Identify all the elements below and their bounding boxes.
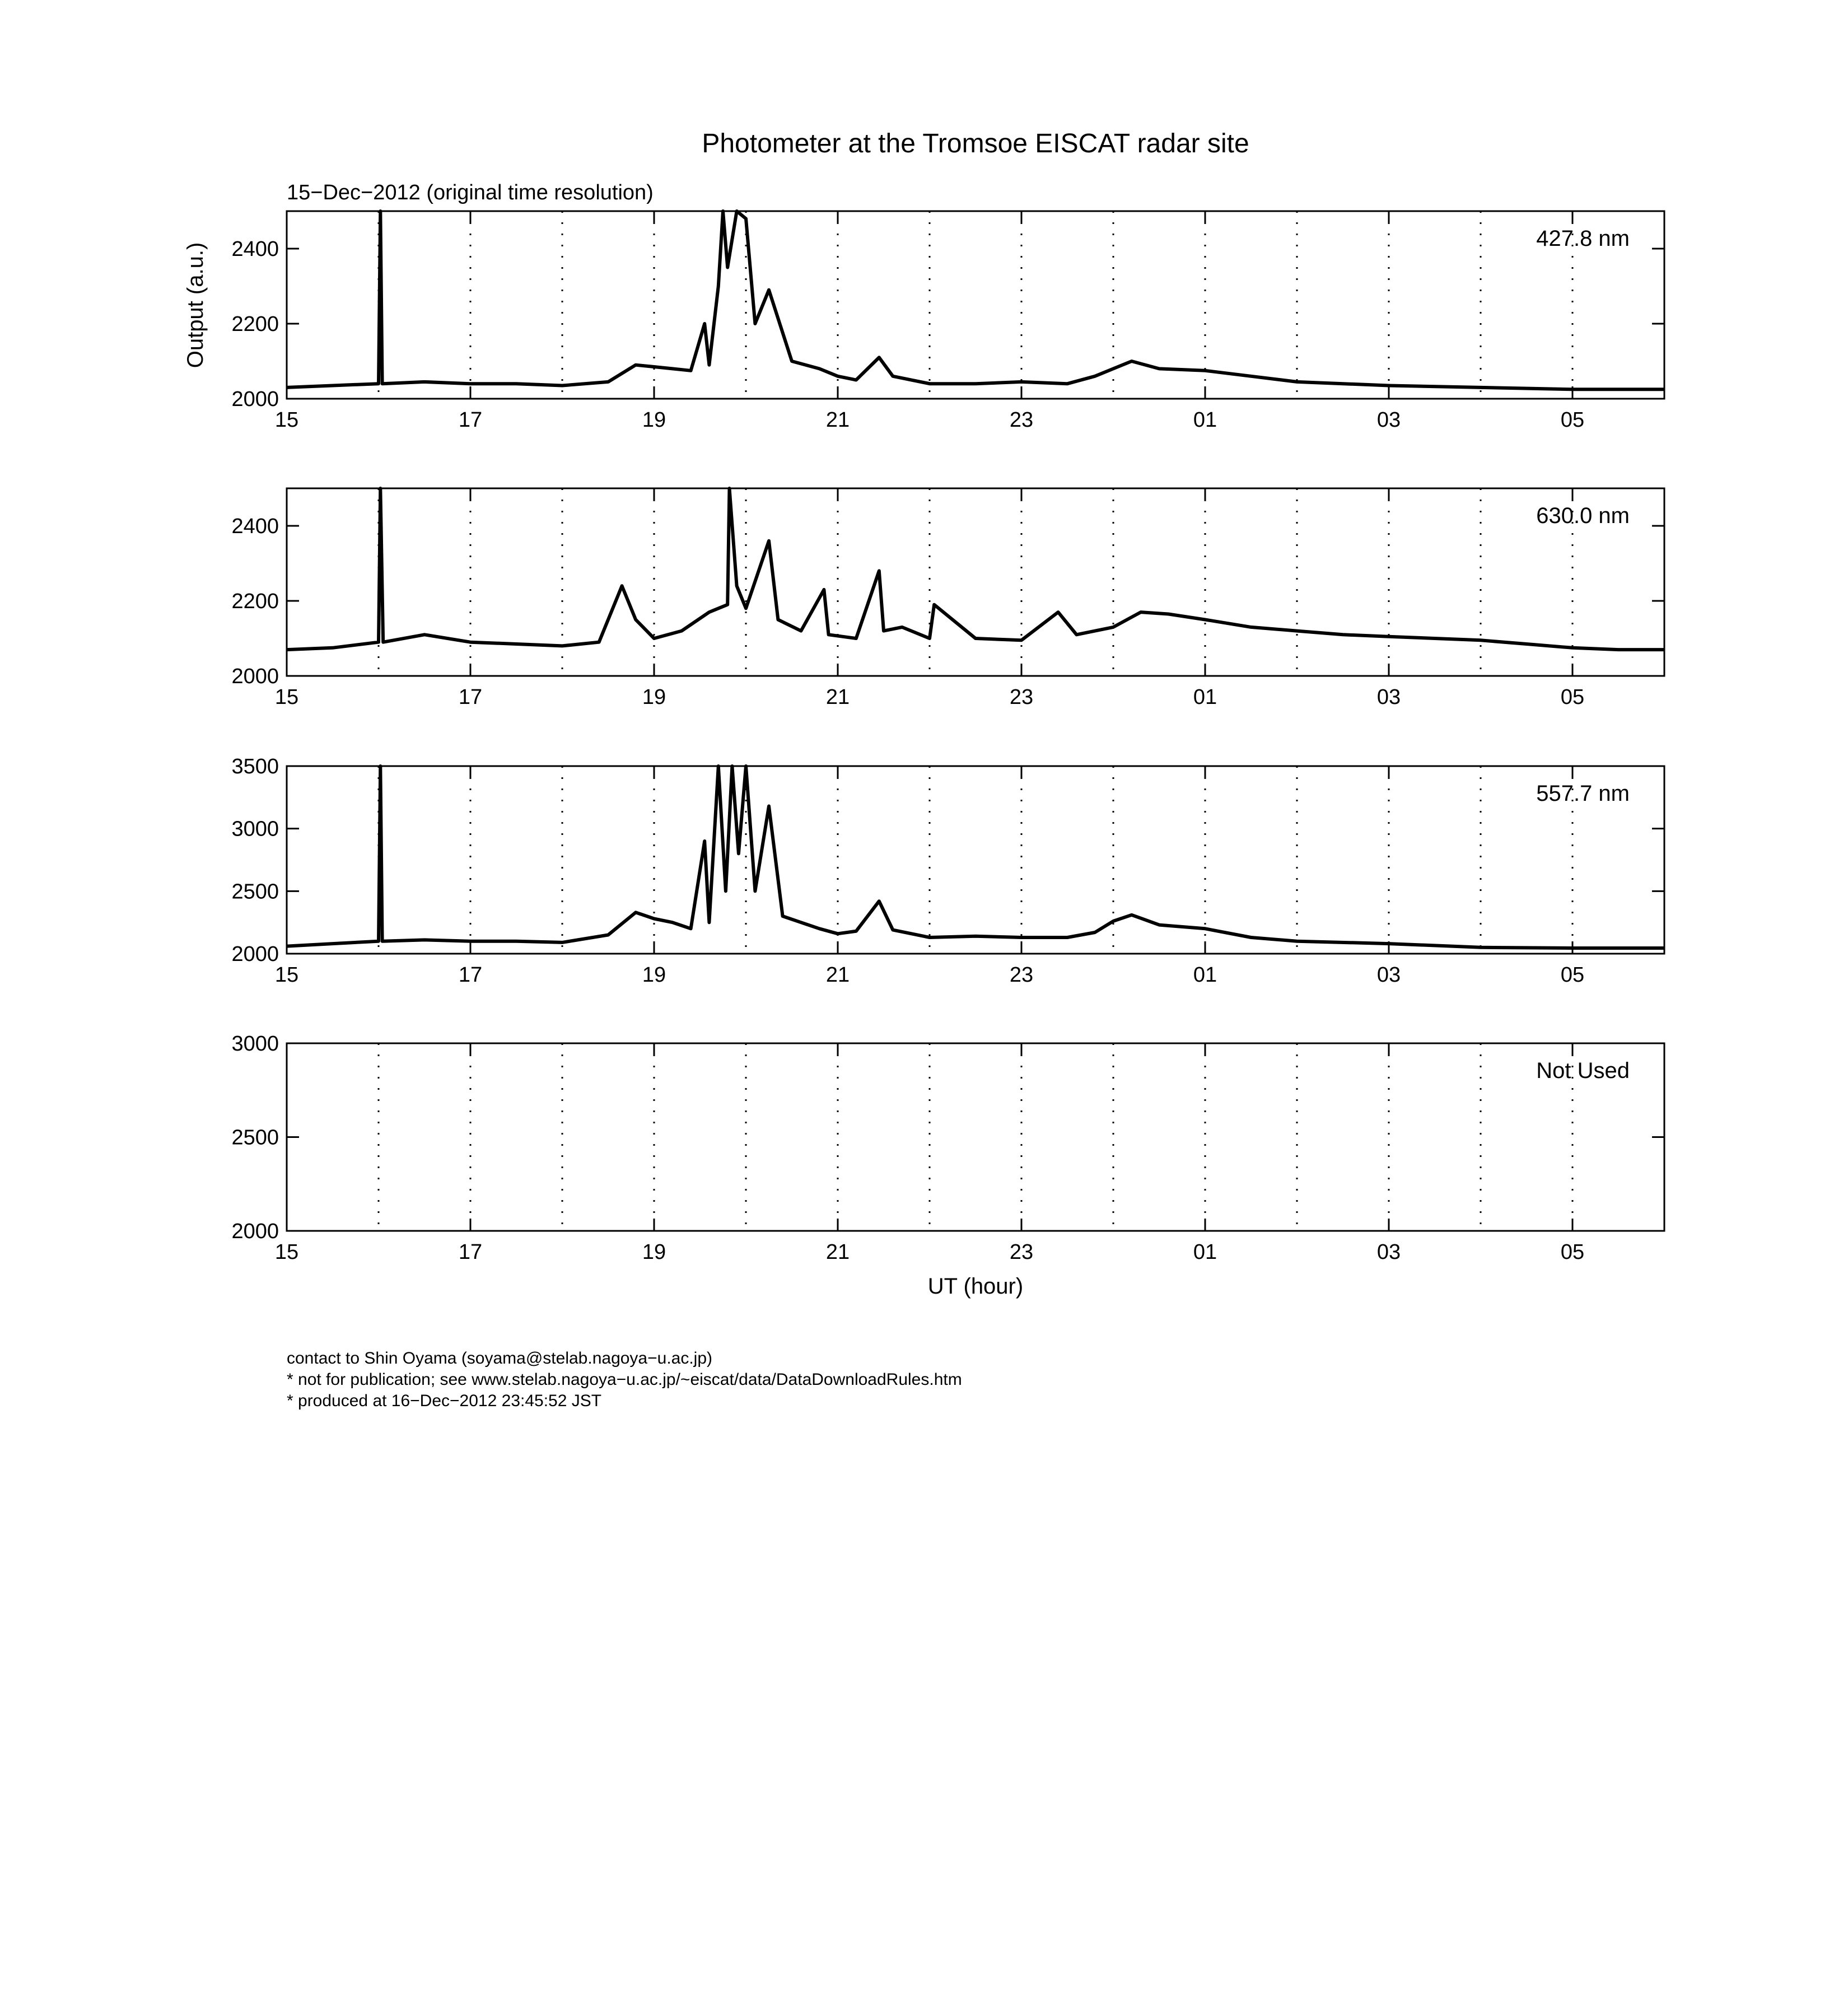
x-tick-label: 15 xyxy=(274,408,299,432)
x-tick-label: 17 xyxy=(458,1240,483,1264)
y-tick-label: 2000 xyxy=(231,665,279,688)
y-tick-label: 2000 xyxy=(231,942,279,966)
y-tick-label: 2200 xyxy=(231,312,279,336)
x-tick-label: 19 xyxy=(642,963,666,987)
y-tick-label: 2400 xyxy=(231,515,279,538)
x-tick-label: 05 xyxy=(1560,963,1585,987)
footer-line-produced: * produced at 16−Dec−2012 23:45:52 JST xyxy=(287,1392,602,1410)
x-tick-label: 17 xyxy=(458,963,483,987)
panel-4 xyxy=(231,1032,1664,1264)
panel-1 xyxy=(231,211,1664,432)
y-tick-label: 2000 xyxy=(231,388,279,411)
axes-frame xyxy=(287,211,1664,399)
x-tick-label: 01 xyxy=(1193,408,1217,432)
x-tick-label: 03 xyxy=(1376,963,1401,987)
panel-label: Not Used xyxy=(1536,1058,1630,1083)
x-tick-label: 23 xyxy=(1009,963,1034,987)
x-tick-label: 03 xyxy=(1376,408,1401,432)
x-tick-label: 23 xyxy=(1009,1240,1034,1264)
y-tick-label: 3000 xyxy=(231,1032,279,1056)
y-axis-label: Output (a.u.) xyxy=(183,242,208,368)
panel-label: 427.8 nm xyxy=(1536,226,1630,251)
x-tick-label: 01 xyxy=(1193,685,1217,709)
x-tick-label: 19 xyxy=(642,408,666,432)
x-tick-label: 05 xyxy=(1560,1240,1585,1264)
y-tick-label: 2200 xyxy=(231,590,279,613)
x-tick-label: 23 xyxy=(1009,408,1034,432)
x-tick-label: 05 xyxy=(1560,408,1585,432)
x-tick-label: 21 xyxy=(825,408,850,432)
x-tick-label: 15 xyxy=(274,963,299,987)
y-tick-label: 3000 xyxy=(231,817,279,841)
x-tick-label: 19 xyxy=(642,1240,666,1264)
panel-label: 630.0 nm xyxy=(1536,503,1630,528)
x-tick-label: 17 xyxy=(458,408,483,432)
x-tick-label: 15 xyxy=(274,1240,299,1264)
x-tick-label: 23 xyxy=(1009,685,1034,709)
x-tick-label: 05 xyxy=(1560,685,1585,709)
x-tick-label: 15 xyxy=(274,685,299,709)
chart-title: Photometer at the Tromsoe EISCAT radar site xyxy=(702,129,1249,158)
panels xyxy=(231,211,1664,1264)
chart-subtitle: 15−Dec−2012 (original time resolution) xyxy=(287,181,654,204)
x-tick-label: 01 xyxy=(1193,1240,1217,1264)
axes-frame xyxy=(287,1043,1664,1231)
x-tick-label: 21 xyxy=(825,685,850,709)
series-line-2 xyxy=(287,488,1664,650)
x-tick-label: 17 xyxy=(458,685,483,709)
x-tick-label: 01 xyxy=(1193,963,1217,987)
axes-frame xyxy=(287,488,1664,676)
y-tick-label: 2000 xyxy=(231,1220,279,1243)
y-tick-label: 2500 xyxy=(231,880,279,904)
series-line-3 xyxy=(287,766,1664,948)
x-tick-label: 21 xyxy=(825,1240,850,1264)
footer-line-contact: contact to Shin Oyama (soyama@stelab.nagoya−u.ac.jp) xyxy=(287,1349,713,1368)
x-tick-label: 19 xyxy=(642,685,666,709)
x-axis-label: UT (hour) xyxy=(927,1274,1024,1299)
panel-label: 557.7 nm xyxy=(1536,781,1630,806)
x-tick-label: 21 xyxy=(825,963,850,987)
x-tick-label: 03 xyxy=(1376,1240,1401,1264)
y-tick-label: 3500 xyxy=(231,755,279,778)
series-line-1 xyxy=(287,211,1664,389)
footer-line-rules: * not for publication; see www.stelab.nagoya−u.ac.jp/~eiscat/data/DataDownloadRules.htm xyxy=(287,1370,962,1389)
panel-2 xyxy=(231,488,1664,709)
x-tick-label: 03 xyxy=(1376,685,1401,709)
panel-3 xyxy=(231,755,1664,987)
axes-frame xyxy=(287,766,1664,954)
y-tick-label: 2500 xyxy=(231,1126,279,1150)
y-tick-label: 2400 xyxy=(231,237,279,261)
